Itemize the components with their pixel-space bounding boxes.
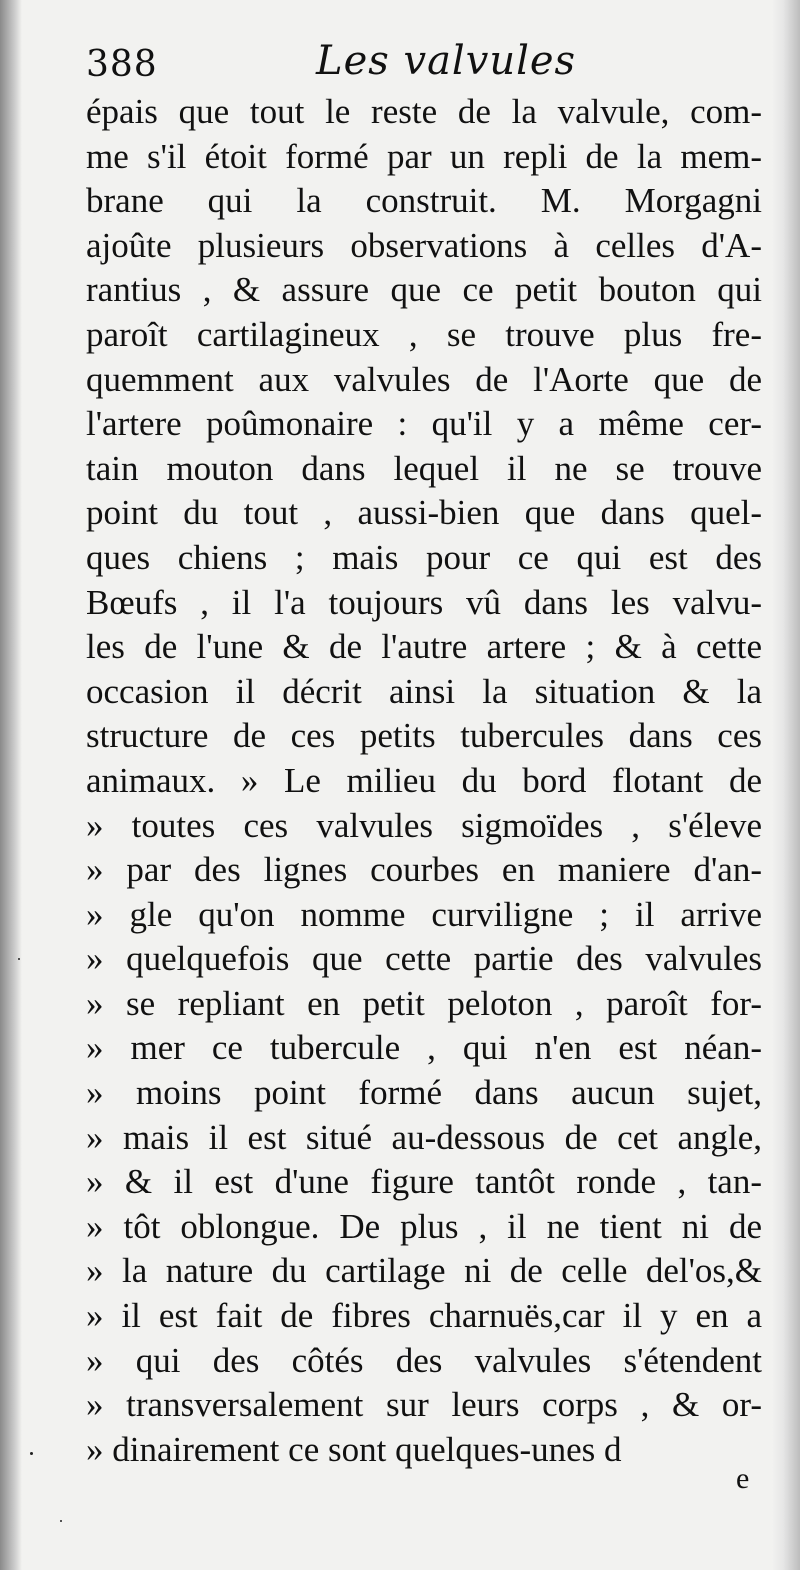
text-line: » quelquefois que cette partie des valvules bbox=[86, 939, 762, 979]
ink-speck bbox=[18, 958, 20, 960]
text-line: brane qui la construit. M. Morgagni bbox=[86, 181, 762, 221]
text-line: tain mouton dans lequel il ne se trouve bbox=[86, 448, 762, 488]
ink-speck bbox=[60, 1520, 62, 1522]
ink-speck bbox=[30, 1452, 33, 1455]
text-line: point du tout , aussi-bien que dans quel- bbox=[86, 493, 762, 533]
text-line: » toutes ces valvules sigmoïdes , s'éleve bbox=[86, 805, 762, 845]
text-line: ques chiens ; mais pour ce qui est des bbox=[86, 537, 762, 577]
text-line: » dinairement ce sont quelques-unes d bbox=[86, 1429, 622, 1469]
text-line: » la nature du cartilage ni de celle del'os,& bbox=[86, 1251, 762, 1291]
catchword: e bbox=[736, 1462, 750, 1495]
gutter-shadow bbox=[0, 0, 22, 1570]
page-number: 388 bbox=[86, 44, 158, 85]
text-line: épais que tout le reste de la valvule, com- bbox=[86, 92, 762, 131]
text-line: animaux. » Le milieu du bord flotant de bbox=[86, 760, 762, 800]
text-line: » mais il est situé au-dessous de cet angle, bbox=[86, 1117, 762, 1157]
text-line: » moins point formé dans aucun sujet, bbox=[86, 1073, 762, 1113]
text-line: l'artere poûmonaire : qu'il y a même cer- bbox=[86, 404, 762, 444]
text-line: » & il est d'une figure tantôt ronde , tan- bbox=[86, 1162, 762, 1202]
page-edge bbox=[772, 0, 800, 1570]
text-line: » par des lignes courbes en maniere d'an- bbox=[86, 850, 762, 890]
text-line: » gle qu'on nomme curviligne ; il arrive bbox=[86, 894, 762, 934]
text-line: structure de ces petits tubercules dans ces bbox=[86, 716, 762, 756]
running-title: Les valvules bbox=[316, 38, 577, 84]
text-line: » se repliant en petit peloton , paroît for- bbox=[86, 983, 762, 1023]
text-line: » tôt oblongue. De plus , il ne tient ni de bbox=[86, 1206, 762, 1246]
text-line: rantius , & assure que ce petit bouton qui bbox=[86, 270, 762, 310]
text-line: les de l'une & de l'autre artere ; & à cette bbox=[86, 627, 762, 667]
text-line: me s'il étoit formé par un repli de la mem- bbox=[86, 136, 762, 176]
text-line: » qui des côtés des valvules s'étendent bbox=[86, 1340, 762, 1380]
text-line: quemment aux valvules de l'Aorte que de bbox=[86, 359, 762, 399]
text-line: » transversalement sur leurs corps , & or- bbox=[86, 1385, 762, 1425]
text-line: » mer ce tubercule , qui n'en est néan- bbox=[86, 1028, 762, 1068]
text-line: ajoûte plusieurs observations à celles d'A- bbox=[86, 225, 762, 265]
text-line: paroît cartilagineux , se trouve plus fre- bbox=[86, 314, 762, 354]
text-line: Bœufs , il l'a toujours vû dans les valvu- bbox=[86, 582, 762, 622]
text-line: » il est fait de fibres charnuës,car il y en a bbox=[86, 1296, 762, 1336]
text-line: occasion il décrit ainsi la situation & la bbox=[86, 671, 762, 711]
body-text bbox=[86, 90, 762, 1472]
page-header bbox=[86, 32, 646, 92]
